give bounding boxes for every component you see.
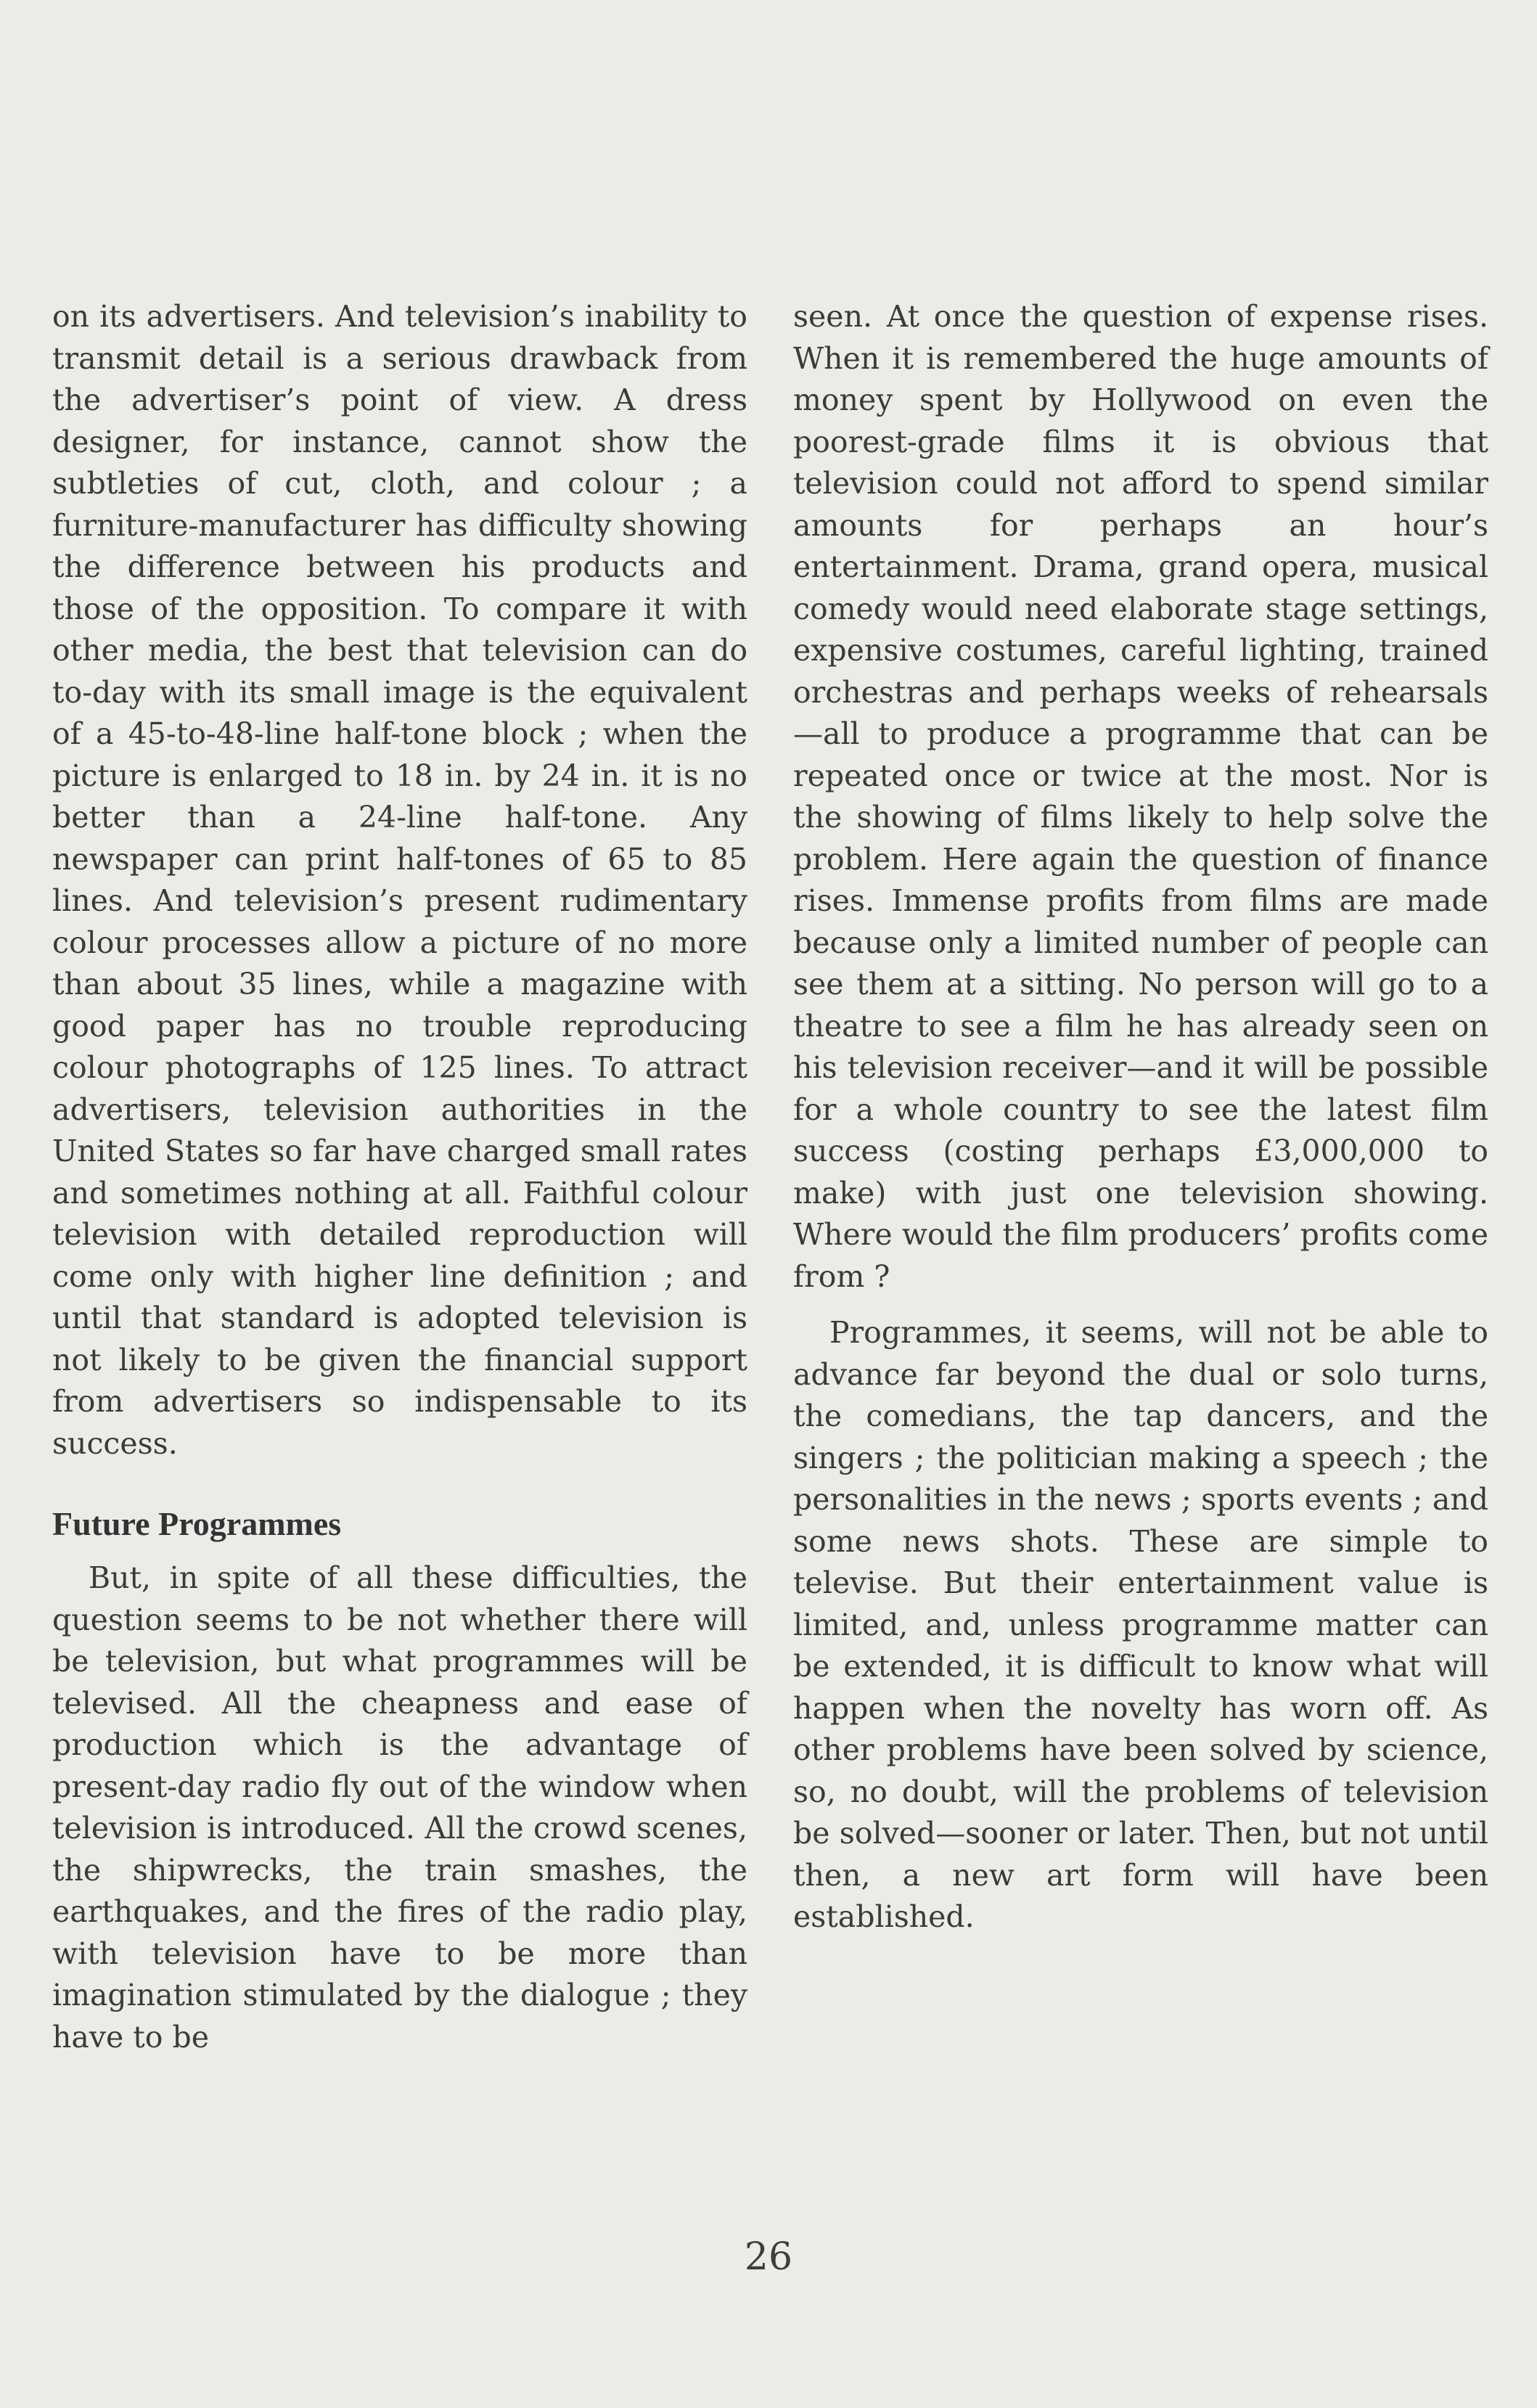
right-paragraph-conclusion: Programmes, it seems, will not be able to advance far beyond the dual or solo turns, the comedians, the tap dancers, and the singers ; the politician making a speech ; the personalities in the news ; sports events ; and some news shots. These are simple to televise. But their entertainment value is limited, and, unless programme matter can be extended, it is difficult to know what will happen when the novelty has worn off. As other problems have been solved by science, so, no doubt, will the problems of television be solved—sooner or later. Then, but not until then, a new art form will have been established. (793, 1315, 1488, 1934)
section-heading-future-programmes: Future Programmes (52, 1505, 342, 1542)
left-column (52, 296, 747, 2058)
right-column (793, 296, 1488, 1938)
left-paragraph-programmes: But, in spite of all these difficulties, the question seems to be not whether there will be television, but what programmes will be televised. All the cheapness and ease of production which is the advantage of present-day radio fly out of the window when television is introduced. All the crowd scenes, the shipwrecks, the train smashes, the earthquakes, and the fires of the radio play, with television have to be more than imagination stimulated by the dialogue ; they have to be (52, 1560, 747, 2055)
page-number: 26 (744, 2235, 793, 2279)
left-paragraph-advertisers: on its advertisers. And television’s inability to transmit detail is a serious drawback from the advertiser’s point of view. A dress designer, for instance, cannot show the subtleties of cut, cloth, and colour ; a furniture-manufacturer has difficulty showing the difference between his products and those of the opposition. To compare it with other media, the best that television can do to-day with its small image is the equivalent of a 45-to-48-line half-tone block ; when the picture is enlarged to 18 in. by 24 in. it is no better than a 24-line half-tone. Any newspaper can print half-tones of 65 to 85 lines. And television’s present rudimentary colour processes allow a picture of no more than about 35 lines, while a magazine with good paper has no trouble reproducing colour photographs of 125 lines. To attract advertisers, television authorities in the United States so far have charged small rates and sometimes nothing at all. Faithful colour television with detailed reproduction will come only with higher line definition ; and until that standard is adopted television is not likely to be given the financial support from advertisers so indispensable to its success. (52, 299, 747, 1461)
right-paragraph-expense: seen. At once the question of expense rises. When it is remembered the huge amounts of money spent by Hollywood on even the poorest-grade films it is obvious that television could not afford to spend similar amounts for perhaps an hour’s entertainment. Drama, grand opera, musical comedy would need elaborate stage settings, expensive costumes, careful lighting, trained orchestras and perhaps weeks of rehearsals—all to produce a programme that can be repeated once or twice at the most. Nor is the showing of films likely to help solve the problem. Here again the question of finance rises. Immense profits from films are made because only a limited number of people can see them at a sitting. No person will go to a theatre to see a film he has already seen on his television receiver—and it will be possible for a whole country to see the latest film success (costing perhaps £3,000,000 to make) with just one television showing. Where would the film producers’ profits come from ? (793, 299, 1488, 1294)
